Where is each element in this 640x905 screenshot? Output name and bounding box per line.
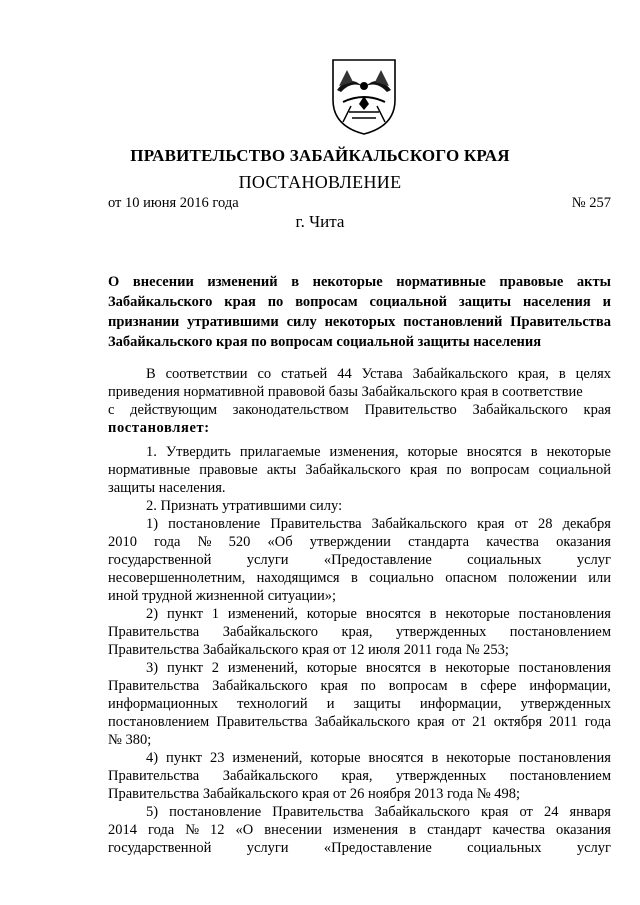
paragraph-line <box>108 785 611 803</box>
word: 520 <box>228 534 251 550</box>
word: Забайкальского <box>222 768 319 784</box>
word: изменений, <box>227 660 298 676</box>
paragraph-line <box>108 713 611 731</box>
paragraph-line <box>108 443 611 461</box>
word: государственной <box>108 552 212 568</box>
paragraph-line <box>108 677 611 695</box>
paragraph-line <box>108 312 611 332</box>
word: акты <box>576 274 611 290</box>
word: качества <box>492 822 546 838</box>
paragraph-2-text: 2. Признать утратившими силу: <box>146 498 343 514</box>
document-type: ПОСТАНОВЛЕНИЕ <box>238 172 402 192</box>
word: в <box>530 444 538 460</box>
word: края, <box>341 624 373 640</box>
word: Утвердить <box>165 444 231 460</box>
word: по <box>360 678 376 694</box>
word: информационных <box>108 696 218 712</box>
word: 21 <box>472 714 487 730</box>
word: Забайкальского <box>374 804 470 820</box>
word: О <box>108 274 120 290</box>
word: Правительства <box>108 678 200 694</box>
word: Правительства <box>270 516 362 532</box>
paragraph-line <box>108 695 611 713</box>
word: 44 <box>337 366 352 382</box>
word: от <box>514 516 528 532</box>
word: постановлением <box>509 624 611 640</box>
word: некоторые <box>312 274 383 290</box>
word: края <box>224 294 256 310</box>
word: от <box>519 804 533 820</box>
word: утверждении <box>309 534 391 550</box>
word: года <box>147 822 175 838</box>
word: изменения <box>332 822 399 838</box>
word: технологий <box>237 696 308 712</box>
word: со <box>257 366 272 382</box>
preamble-bold: постановляет: <box>108 420 210 436</box>
paragraph-line <box>108 803 611 821</box>
word: постановлением <box>509 768 611 784</box>
word: в <box>429 606 437 622</box>
word: некоторые <box>445 606 510 622</box>
word: информации, <box>529 678 611 694</box>
paragraph-line <box>108 383 611 401</box>
paragraph-line <box>108 767 611 785</box>
word: некоторые <box>445 660 510 676</box>
word: от <box>451 714 466 730</box>
word: в <box>558 366 566 382</box>
word: услуг <box>576 840 611 856</box>
word: постановлением <box>108 714 210 730</box>
word: января <box>569 804 611 820</box>
word: утвержденных <box>520 696 611 712</box>
word: в <box>291 274 300 290</box>
word: № <box>185 822 200 838</box>
paragraph-line <box>108 587 611 605</box>
word: защиты <box>353 696 401 712</box>
word: которые <box>407 444 458 460</box>
word: качества <box>486 534 539 550</box>
word: находящимся <box>256 570 340 586</box>
word: защиты населения. <box>108 480 226 496</box>
word: нормативные <box>108 462 191 478</box>
word: социальной <box>369 294 448 310</box>
word: пункт <box>166 660 203 676</box>
word: изменений <box>207 274 278 290</box>
paragraph-line <box>108 479 611 497</box>
word: в <box>429 660 437 676</box>
word: постановления <box>518 750 611 766</box>
word: Правительства Забайкальского края от 12 июля 2011 года № 253; <box>108 642 509 658</box>
word: Правительства <box>108 768 200 784</box>
word: положении <box>508 570 577 586</box>
paragraph-line <box>108 821 611 839</box>
word: вопросам <box>388 678 448 694</box>
word: силу <box>286 314 317 330</box>
word: нормативные <box>396 274 486 290</box>
word: социальных <box>467 840 542 856</box>
word: услуги <box>246 552 289 568</box>
word: вопросам <box>295 294 358 310</box>
word: и <box>602 294 611 310</box>
word: Забайкальского <box>222 624 319 640</box>
paragraph-line <box>108 605 611 623</box>
word: 23 <box>209 750 225 766</box>
preamble <box>108 365 611 437</box>
word: Забайкальского <box>212 678 308 694</box>
word: Забайкальского <box>314 714 411 730</box>
word: года <box>154 534 181 550</box>
word: края, <box>517 366 549 382</box>
paragraph-2 <box>108 497 611 515</box>
word: края <box>417 714 445 730</box>
word: информации, <box>419 696 502 712</box>
word: социально <box>369 570 434 586</box>
word: постановление <box>169 804 262 820</box>
word: постановлений <box>403 314 503 330</box>
word: постановление <box>168 516 261 532</box>
paragraph-line <box>108 461 611 479</box>
word: в <box>409 822 417 838</box>
word: «Предоставление <box>323 552 432 568</box>
paragraph-line <box>108 731 611 749</box>
word: вопросам <box>470 462 530 478</box>
document-city: г. Чита <box>295 212 345 231</box>
word: признании <box>108 314 180 330</box>
word: в <box>431 750 439 766</box>
word: стандарт <box>427 822 482 838</box>
word: некоторые <box>546 444 611 460</box>
word: постановления <box>518 606 611 622</box>
word: Забайкальского <box>305 462 401 478</box>
word: Забайкальского <box>371 516 467 532</box>
word: «О <box>235 822 254 838</box>
word: услуги <box>246 840 289 856</box>
word: законодательством <box>232 402 349 418</box>
item-3 <box>108 659 611 749</box>
word: которые <box>306 660 357 676</box>
word: несовершеннолетним, <box>108 570 246 586</box>
word: акты <box>266 462 297 478</box>
word: внесении <box>264 822 322 838</box>
word: утвержденных <box>395 768 487 784</box>
word: изменений, <box>232 750 303 766</box>
item-1 <box>108 515 611 605</box>
paragraph-line <box>108 515 611 533</box>
word: вносятся <box>365 606 421 622</box>
word: края, <box>341 768 373 784</box>
word: оказания <box>556 534 611 550</box>
word: защиты <box>458 294 512 310</box>
word: 1 <box>211 606 220 622</box>
word: Устава <box>361 366 403 382</box>
word: года <box>584 714 611 730</box>
word: вносятся <box>365 660 421 676</box>
word: 2014 <box>108 822 137 838</box>
paragraph-line <box>108 332 611 352</box>
word: сфере <box>480 678 517 694</box>
coat-of-arms-icon <box>329 56 399 136</box>
word: изменений, <box>227 606 298 622</box>
word: октября <box>493 714 543 730</box>
word: края <box>320 678 348 694</box>
word: 3) <box>146 660 159 676</box>
paragraph-line <box>108 292 611 312</box>
word: государственной <box>108 840 212 856</box>
word: Правительства Забайкальского края от 26 ноября 2013 года № 498; <box>108 786 521 802</box>
word: пункт <box>166 606 203 622</box>
word: населения <box>522 294 591 310</box>
word: декабря <box>562 516 611 532</box>
document-body <box>108 365 611 857</box>
word: вносятся <box>466 444 522 460</box>
word: социальной <box>538 462 611 478</box>
paragraph-line <box>108 659 611 677</box>
word: прилагаемые <box>239 444 321 460</box>
word: социальных <box>467 552 542 568</box>
word: Правительства <box>216 714 308 730</box>
word: по <box>267 294 284 310</box>
word: Забайкальского края по вопросам социальной защиты населения <box>108 334 542 350</box>
item-4 <box>108 749 611 803</box>
word: или <box>588 570 611 586</box>
word: оказания <box>556 822 611 838</box>
word: пункт <box>166 750 203 766</box>
paragraph-line <box>108 401 611 419</box>
word: действующим <box>130 402 218 418</box>
word: правовые <box>199 462 258 478</box>
word: утвержденных <box>395 624 487 640</box>
word: 2011 <box>549 714 578 730</box>
paragraph-line <box>108 365 611 383</box>
word: некоторых <box>324 314 396 330</box>
word: 4) <box>146 750 159 766</box>
word: 28 <box>538 516 553 532</box>
paragraph-1 <box>108 443 611 497</box>
word: которые <box>310 750 361 766</box>
word: некоторые <box>446 750 511 766</box>
government-title: ПРАВИТЕЛЬСТВО ЗАБАЙКАЛЬСКОГО КРАЯ <box>130 146 510 165</box>
word: 12 <box>210 822 225 838</box>
paragraph-line <box>108 533 611 551</box>
paragraph-line <box>108 569 611 587</box>
word: № 380; <box>108 732 152 748</box>
word: Правительства <box>272 804 364 820</box>
word: «Об <box>267 534 293 550</box>
word: Забайкальского <box>412 366 508 382</box>
word: услуг <box>576 552 611 568</box>
word: стандарта <box>408 534 470 550</box>
paragraph-line <box>108 419 611 437</box>
document-number: № 257 <box>571 195 611 211</box>
paragraph-line <box>108 839 611 857</box>
word: 2010 <box>108 534 137 550</box>
item-2 <box>108 605 611 659</box>
paragraph-line <box>108 623 611 641</box>
word: и <box>326 696 335 712</box>
word: Правительства <box>108 624 200 640</box>
word: которые <box>306 606 357 622</box>
paragraph-line <box>108 272 611 292</box>
word: «Предоставление <box>323 840 432 856</box>
document-date: от 10 июня 2016 года <box>108 195 239 211</box>
word: края <box>477 516 505 532</box>
word: 1. <box>146 444 157 460</box>
item-5 <box>108 803 611 857</box>
word: иной трудной жизненной ситуации»; <box>108 588 337 604</box>
word: 5) <box>146 804 159 820</box>
word: статьей <box>281 366 328 382</box>
word: соответствии <box>165 366 248 382</box>
word: края <box>409 462 438 478</box>
word: Правительства <box>510 314 611 330</box>
word: в <box>350 570 358 586</box>
document-subject <box>108 272 611 352</box>
word: изменения, <box>329 444 399 460</box>
word: В <box>146 366 156 382</box>
word: опасном <box>445 570 497 586</box>
word: правовые <box>499 274 564 290</box>
word: внесении <box>132 274 194 290</box>
word: по <box>446 462 462 478</box>
word: Забайкальского <box>472 402 568 418</box>
word: Забайкальского <box>108 294 213 310</box>
word: 24 <box>543 804 559 820</box>
word: 2 <box>211 660 220 676</box>
word: 1) <box>146 516 159 532</box>
word: утратившими <box>187 314 279 330</box>
word: в <box>460 678 468 694</box>
paragraph-line <box>108 641 611 659</box>
word: целях <box>575 366 611 382</box>
word: приведения нормативной правовой базы Забайкальского края в соответствие <box>108 384 583 400</box>
word: 2) <box>146 606 159 622</box>
paragraph-line <box>108 551 611 569</box>
word: края <box>583 402 611 418</box>
word: постановления <box>518 660 611 676</box>
word: края <box>481 804 509 820</box>
paragraph-line <box>108 749 611 767</box>
word: № <box>197 534 212 550</box>
word: с <box>108 402 115 418</box>
word: вносятся <box>368 750 424 766</box>
word: Правительство <box>364 402 457 418</box>
